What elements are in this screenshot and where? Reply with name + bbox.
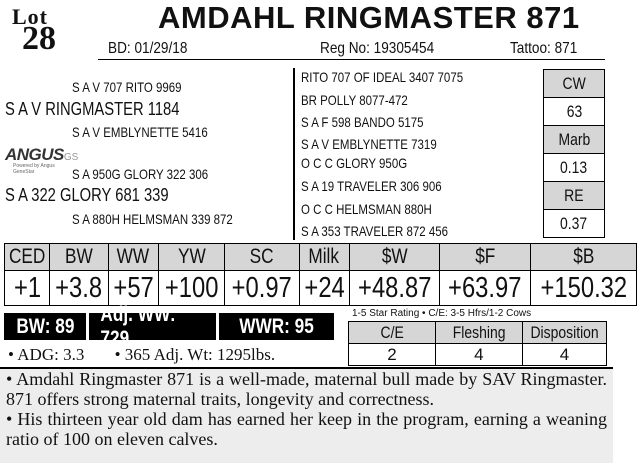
epd-value: +150.32 [530, 271, 637, 306]
epd-value: +0.97 [225, 271, 299, 306]
epd-header: CED [5, 244, 50, 271]
rating-header: Fleshing [435, 322, 522, 344]
lot-label: Lot [12, 4, 48, 29]
rating-header-row [349, 322, 607, 344]
epd-header: $F [440, 244, 531, 271]
description-box [0, 369, 613, 463]
lot-number: 28 [22, 20, 56, 57]
rating-caption: 1-5 Star Rating • C/E: 3-5 Hfrs/1-2 Cows [352, 308, 532, 319]
re-label: RE [543, 182, 605, 210]
marb-value: 0.13 [543, 154, 605, 182]
angus-genestar-logo [5, 145, 79, 175]
pedigree-ancestor: O C C HELMSMAN 880H [301, 201, 432, 217]
description-paragraph: • His thirteen year old dam has earned her keep in the program, earning a weaning ratio of 100 on eleven calves. [6, 409, 607, 449]
rating-value: 2 [349, 344, 436, 366]
epd-value: +100 [158, 271, 224, 306]
epd-value: +57 [108, 271, 158, 306]
angus-logo-tagline: Powered by Angus GeneStar [13, 163, 55, 175]
animal-title: AMDAHL RINGMASTER 871 [158, 0, 580, 35]
pedigree-ancestor: O C C GLORY 950G [301, 155, 408, 171]
carcass-table [543, 69, 605, 238]
pedigree-ancestor: S A 353 TRAVELER 872 456 [301, 223, 449, 239]
birth-date: BD: 01/29/18 [108, 40, 188, 57]
re-value: 0.37 [543, 210, 605, 238]
marb-label: Marb [543, 126, 605, 154]
epd-table [4, 243, 637, 306]
pedigree-ancestor: S A 19 TRAVELER 306 906 [301, 178, 442, 194]
epd-value-row [5, 271, 637, 306]
weight-stats [4, 302, 337, 350]
pedigree-ancestor: RITO 707 OF IDEAL 3407 7075 [301, 69, 464, 85]
epd-value: +48.87 [349, 271, 440, 306]
epd-header: $W [349, 244, 440, 271]
epd-header: YW [158, 244, 224, 271]
pedigree-dam: S A 322 GLORY 681 339 [5, 185, 169, 205]
rating-value-row [349, 344, 607, 366]
angus-logo-text: ANGUS [5, 145, 64, 164]
tattoo: Tattoo: 871 [510, 40, 578, 57]
angus-logo-suffix: GS [63, 152, 79, 163]
epd-value: +24 [299, 271, 349, 306]
pedigree-ancestor: S A V EMBLYNETTE 7319 [301, 136, 437, 152]
pedigree-dam-dam: S A 880H HELMSMAN 339 872 [72, 211, 233, 227]
adg-line [8, 345, 275, 365]
epd-header: BW [50, 244, 108, 271]
pedigree-ancestor: S A F 598 BANDO 5175 [301, 114, 424, 130]
rating-header: Disposition [522, 322, 606, 344]
epd-header: SC [225, 244, 299, 271]
rating-value: 4 [435, 344, 522, 366]
epd-value: +1 [5, 271, 50, 306]
adg-value: • ADG: 3.3 [8, 345, 85, 364]
epd-value: +63.97 [440, 271, 531, 306]
rating-header: C/E [349, 322, 436, 344]
epd-header: WW [108, 244, 158, 271]
pedigree-sire: S A V RINGMASTER 1184 [5, 99, 180, 119]
wwr-stat: WWR: 95 [219, 313, 334, 340]
cw-value: 63 [543, 98, 605, 126]
epd-header: $B [530, 244, 637, 271]
info-line [98, 40, 605, 60]
adj-weight-value: • 365 Adj. Wt: 1295lbs. [114, 345, 276, 364]
pedigree-sire-dam: S A V EMBLYNETTE 5416 [72, 124, 208, 140]
pedigree-dam-sire: S A 950G GLORY 322 306 [72, 166, 209, 182]
adj-ww-stat: Adj. WW: 729 [89, 313, 216, 340]
cw-label: CW [543, 69, 605, 98]
pedigree-ancestor: BR POLLY 8077-472 [301, 92, 408, 108]
epd-value: +3.8 [50, 271, 108, 306]
bw-stat: BW: 89 [4, 313, 86, 340]
rating-table [348, 321, 607, 366]
pedigree-sire-sire: S A V 707 RITO 9969 [72, 79, 182, 95]
epd-header: Milk [299, 244, 349, 271]
pedigree-divider [293, 68, 295, 240]
epd-header-row [5, 244, 637, 271]
rating-value: 4 [522, 344, 606, 366]
registration-number: Reg No: 19305454 [320, 40, 435, 57]
description-paragraph: • Amdahl Ringmaster 871 is a well-made, maternal bull made by SAV Ringmaster. 871 offers strong maternal traits, longevity and correctness. [6, 369, 607, 409]
